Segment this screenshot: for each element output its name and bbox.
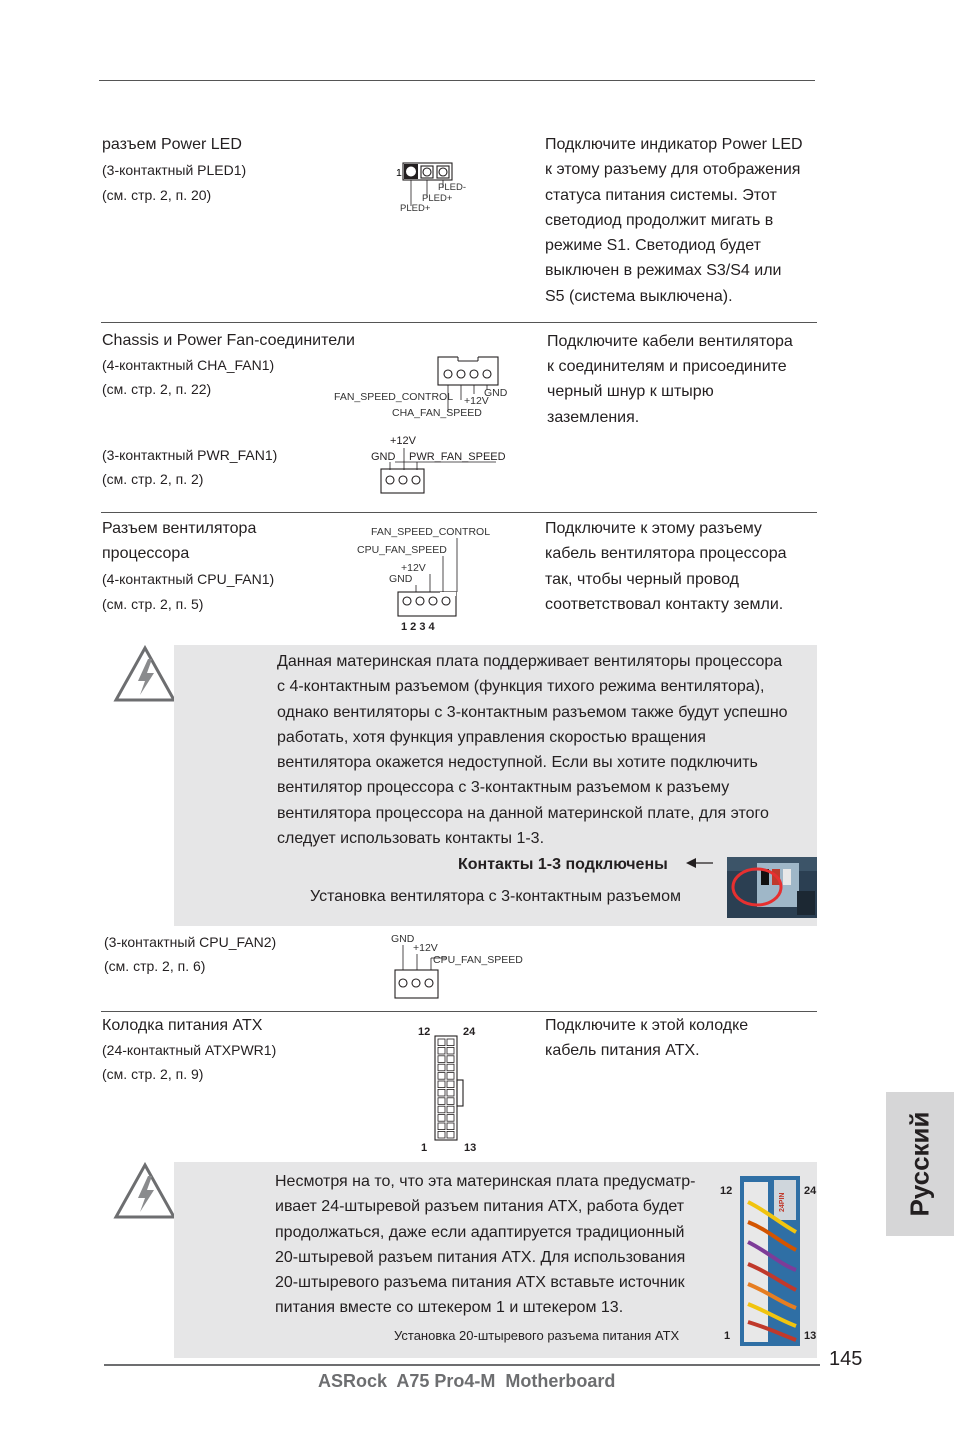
atx-pin [438,1081,445,1088]
atx-pin [447,1123,454,1130]
atx-pin [447,1089,454,1096]
atx-pin [438,1098,445,1105]
note-line: 20-штыревого разъема питания ATX вставьте источник [275,1274,685,1291]
cha-fan-connector-diagram [330,352,520,424]
atx-pin [447,1064,454,1071]
section-title: процессора [102,545,190,562]
photo-pin-number: 24 [804,1185,817,1197]
atx-pin [438,1056,445,1063]
atx-pin [447,1131,454,1138]
pwr-fan-connector-diagram [368,432,508,496]
photo-label: 24PIN [779,1192,786,1212]
desc-line: статуса питания системы. Этот [545,187,777,204]
section-reference: (см. стр. 2, п. 2) [102,471,204,487]
atx-connector-photo [718,1172,817,1356]
section-title: Разъем вентилятора [102,520,257,537]
connector-housing [395,970,438,998]
note-bold-caption: Контакты 1-3 подключены [458,856,668,873]
note-line: Несмотря на то, что эта материнская плата предусматр- [275,1173,696,1190]
section-reference: (см. стр. 2, п. 5) [102,596,204,612]
section-divider [101,1011,817,1012]
cpu-fan2-connector-diagram [388,930,538,1002]
pin-number: 1 [421,1142,428,1154]
pin-label: GND [484,387,508,399]
desc-line: Подключите индикатор Power LED [545,136,803,153]
note-caption: Установка 20-штыревого разъема питания ATX [394,1328,680,1343]
atx-connector-diagram [412,1022,492,1158]
top-rule [99,80,815,81]
desc-line: черный шнур к штырю [547,383,714,400]
pin-number: 24 [463,1026,476,1038]
section-subtitle: (4-контактный CPU_FAN1) [102,571,275,587]
desc-line: режиме S1. Светодиод будет [545,237,761,254]
photo-pin-number: 1 [724,1330,731,1342]
language-label: Русский [904,1111,935,1217]
footer-product-name: ASRock A75 Pro4-M Motherboard [318,1371,616,1391]
atx-pin [447,1056,454,1063]
atx-pin [438,1073,445,1080]
desc-line: к этому разъему для отображения [545,161,801,178]
pin-label: +12V [464,395,489,407]
pin-label: GND [371,451,396,463]
pin-label: GND [391,933,415,945]
section-reference: (см. стр. 2, п. 6) [104,958,206,974]
pin-one-label: 1 [396,167,403,179]
note-line: следует использовать контакты 1-3. [277,830,545,847]
page-number: 145 [829,1348,863,1370]
note-line: 20-штыревой разъем питания ATX. Для использования [275,1249,686,1266]
note-line: Данная материнская плата поддерживает вентиляторы процессора [277,653,783,670]
pin-label: CPU_FAN_SPEED [433,954,523,966]
cpu-fan-connector-diagram [352,520,502,634]
note-box-fan [174,645,817,926]
note-line: продолжаться, даже если адаптируется традиционный [275,1224,685,1241]
pin-label: FAN_SPEED_CONTROL [334,391,454,403]
desc-line: выключен в режимах S3/S4 или [545,262,782,279]
desc-line: Подключите кабели вентилятора [547,333,793,350]
desc-line: светодиод продолжит мигать в [545,212,774,229]
desc-line: к соединителям и присоедините [547,358,787,375]
atx-pin [438,1089,445,1096]
photo-pin-number: 13 [804,1330,817,1342]
pled-connector-diagram [390,158,480,218]
atx-pin [447,1106,454,1113]
desc-line: заземления. [547,409,640,426]
note-caption: Установка вентилятора с 3-контактным разъемом [310,888,681,905]
arrow-left-icon [686,857,714,869]
note-line: ивает 24-штыревой разъем питания ATX, работа будет [275,1198,685,1215]
section-subtitle: (24-контактный ATXPWR1) [102,1042,277,1058]
note-line: однако вентиляторы с 3-контактным разъемом также будут успешно [277,704,788,721]
note-line: вентилятор процессора с 3-контактным разъемом к разъему [277,779,730,796]
note-line: с 4-контактным разъемом (функция тихого режима вентилятора), [277,678,765,695]
desc-line: Подключите к этой колодке [545,1017,749,1034]
note-line: питания вместе со штекером 1 и штекером 13. [275,1299,624,1316]
atx-pin [438,1106,445,1113]
section-reference: (см. стр. 2, п. 22) [102,381,212,397]
section-subtitle: (3-контактный PWR_FAN1) [102,447,278,463]
section-divider [101,322,817,323]
note-line: вентилятора процессора на данной материнской плате, для этого [277,805,769,822]
desc-line: соответствовал контакту земли. [545,596,784,613]
pin-label: FAN_SPEED_CONTROL [371,526,491,538]
desc-line: так, чтобы черный провод [545,571,739,588]
section-subtitle: (3-контактный PLED1) [102,162,247,178]
atx-pin [447,1039,454,1046]
section-reference: (см. стр. 2, п. 20) [102,187,212,203]
footer-rule [104,1364,820,1366]
atx-pin [438,1064,445,1071]
section-title: Chassis и Power Fan-соединители [102,332,355,349]
atx-pin [447,1115,454,1122]
pin-number: 12 [418,1026,431,1038]
desc-line: кабель питания ATX. [545,1042,700,1059]
photo-pin-number: 12 [720,1185,733,1197]
pin-label: +12V [401,562,426,574]
warning-icon [112,1162,176,1220]
pin-label: CPU_FAN_SPEED [357,544,447,556]
note-box-atx [174,1162,817,1358]
note-line: работать, хотя функция управления скоростью вращения [277,729,706,746]
atx-pin-grid [438,1039,454,1138]
pin-label: CHA_FAN_SPEED [392,407,482,419]
pin-label: GND [389,573,413,585]
atx-pin [438,1039,445,1046]
atx-pin [438,1131,445,1138]
section-title: Колодка питания ATX [102,1017,263,1034]
desc-line: кабель вентилятора процессора [545,545,787,562]
atx-pin [447,1073,454,1080]
connector-housing [381,469,424,493]
atx-pin [447,1081,454,1088]
pin-label: PLED+ [400,203,431,214]
pin-number: 13 [464,1142,477,1154]
atx-pin [438,1047,445,1054]
fan-connector-photo [727,857,817,918]
section-divider [101,512,817,513]
pin-label: PLED+ [422,193,453,204]
pin-label: PWR_FAN_SPEED [409,451,506,463]
desc-line: Подключите к этому разъему [545,520,762,537]
section-title: разъем Power LED [102,136,242,153]
pin-label: +12V [390,435,416,447]
atx-pin [447,1098,454,1105]
section-subtitle: (3-контактный CPU_FAN2) [104,934,277,950]
section-subtitle: (4-контактный CHA_FAN1) [102,357,275,373]
note-line: вентилятора окажется недоступной. Если вы хотите подключить [277,754,758,771]
atx-pin [447,1047,454,1054]
pin-numbers: 1 2 3 4 [401,621,435,633]
desc-line: S5 (система выключена). [545,288,733,305]
language-side-tab [886,1092,954,1236]
section-reference: (см. стр. 2, п. 9) [102,1066,204,1082]
atx-pin [438,1115,445,1122]
pin-label: +12V [413,942,438,954]
warning-icon [112,645,176,703]
atx-pin [438,1123,445,1130]
pin-label: PLED- [438,182,466,193]
